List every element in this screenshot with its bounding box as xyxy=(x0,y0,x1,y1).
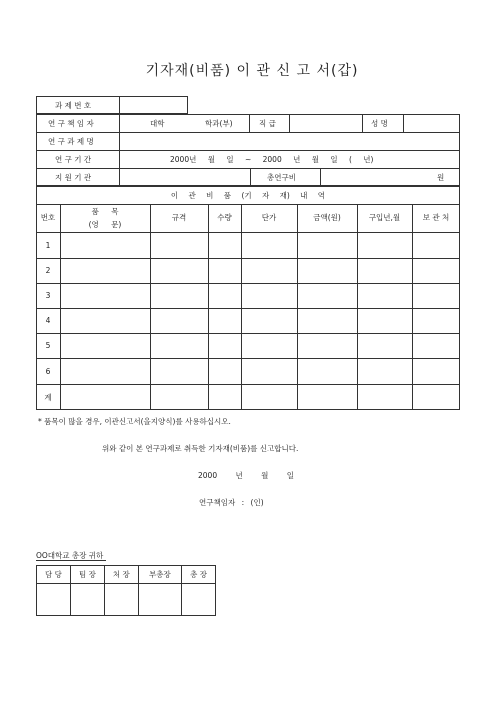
university-label: 대학 xyxy=(150,119,165,128)
name-label: 성 명 xyxy=(371,119,388,128)
dept-label: 학과(부) xyxy=(205,119,233,128)
header-unit-price: 단가 xyxy=(261,213,277,222)
footnote: * 품목이 많을 경우, 이관신고서(을지양식)를 사용하십시오. xyxy=(38,417,231,426)
row-number: 5 xyxy=(45,341,51,350)
statement: 위와 같이 본 연구과제로 취득한 기자재(비품)를 신고합니다. xyxy=(102,444,299,453)
approval-header: 담 당 xyxy=(37,566,71,584)
page-title: 기자재(비품) 이 관 신 고 서(갑) xyxy=(145,63,359,79)
row-number: 4 xyxy=(45,316,51,325)
date-line: 2000 년 월 일 xyxy=(198,471,294,480)
approval-header: 팀 장 xyxy=(70,566,104,584)
header-amount: 금액(원) xyxy=(313,213,341,222)
approval-sign-cell[interactable] xyxy=(70,584,104,616)
section-title: 이 관 비 품 (기 자 재) 내 역 xyxy=(170,191,326,200)
row-number: 3 xyxy=(45,291,51,300)
header-item-line2: (영 문) xyxy=(88,220,122,229)
header-qty: 수량 xyxy=(217,213,232,222)
approval-header: 총 장 xyxy=(182,566,216,584)
period-label: 연 구 기 간 xyxy=(55,155,92,164)
total-fund-label: 총연구비 xyxy=(267,173,296,182)
row-number: 2 xyxy=(45,266,51,275)
header-custody: 보 관 처 xyxy=(422,213,450,222)
approval-sign-cell[interactable] xyxy=(104,584,138,616)
pi-label: 연 구 책 임 자 xyxy=(48,119,94,128)
period-value: 2000년 월 일 ~ 2000 년 월 일 ( 년) xyxy=(170,155,374,164)
approval-header: 부총장 xyxy=(138,566,181,584)
project-title-label: 연 구 과 제 명 xyxy=(48,137,94,146)
approval-table xyxy=(36,565,216,616)
row-number: 6 xyxy=(45,367,51,376)
row-number: 1 xyxy=(45,241,51,250)
header-item-line1: 품 목 xyxy=(91,207,119,216)
agency-label: 지 원 기 관 xyxy=(55,173,92,182)
approval-sign-cell[interactable] xyxy=(138,584,181,616)
position-label: 직 급 xyxy=(259,119,276,128)
header-no: 번호 xyxy=(40,213,56,222)
approval-header: 처 장 xyxy=(104,566,138,584)
recipient: OO대학교 총장 귀하 xyxy=(36,551,104,560)
header-spec: 규격 xyxy=(171,213,187,222)
project-no-label: 과 제 번 호 xyxy=(55,101,92,110)
signature-line: 연구책임자 : (인) xyxy=(199,498,264,507)
header-purchase-date: 구입년,월 xyxy=(368,213,401,222)
row-total: 계 xyxy=(44,393,52,402)
approval-sign-cell[interactable] xyxy=(182,584,216,616)
won-label: 원 xyxy=(437,173,445,182)
approval-sign-cell[interactable] xyxy=(37,584,71,616)
